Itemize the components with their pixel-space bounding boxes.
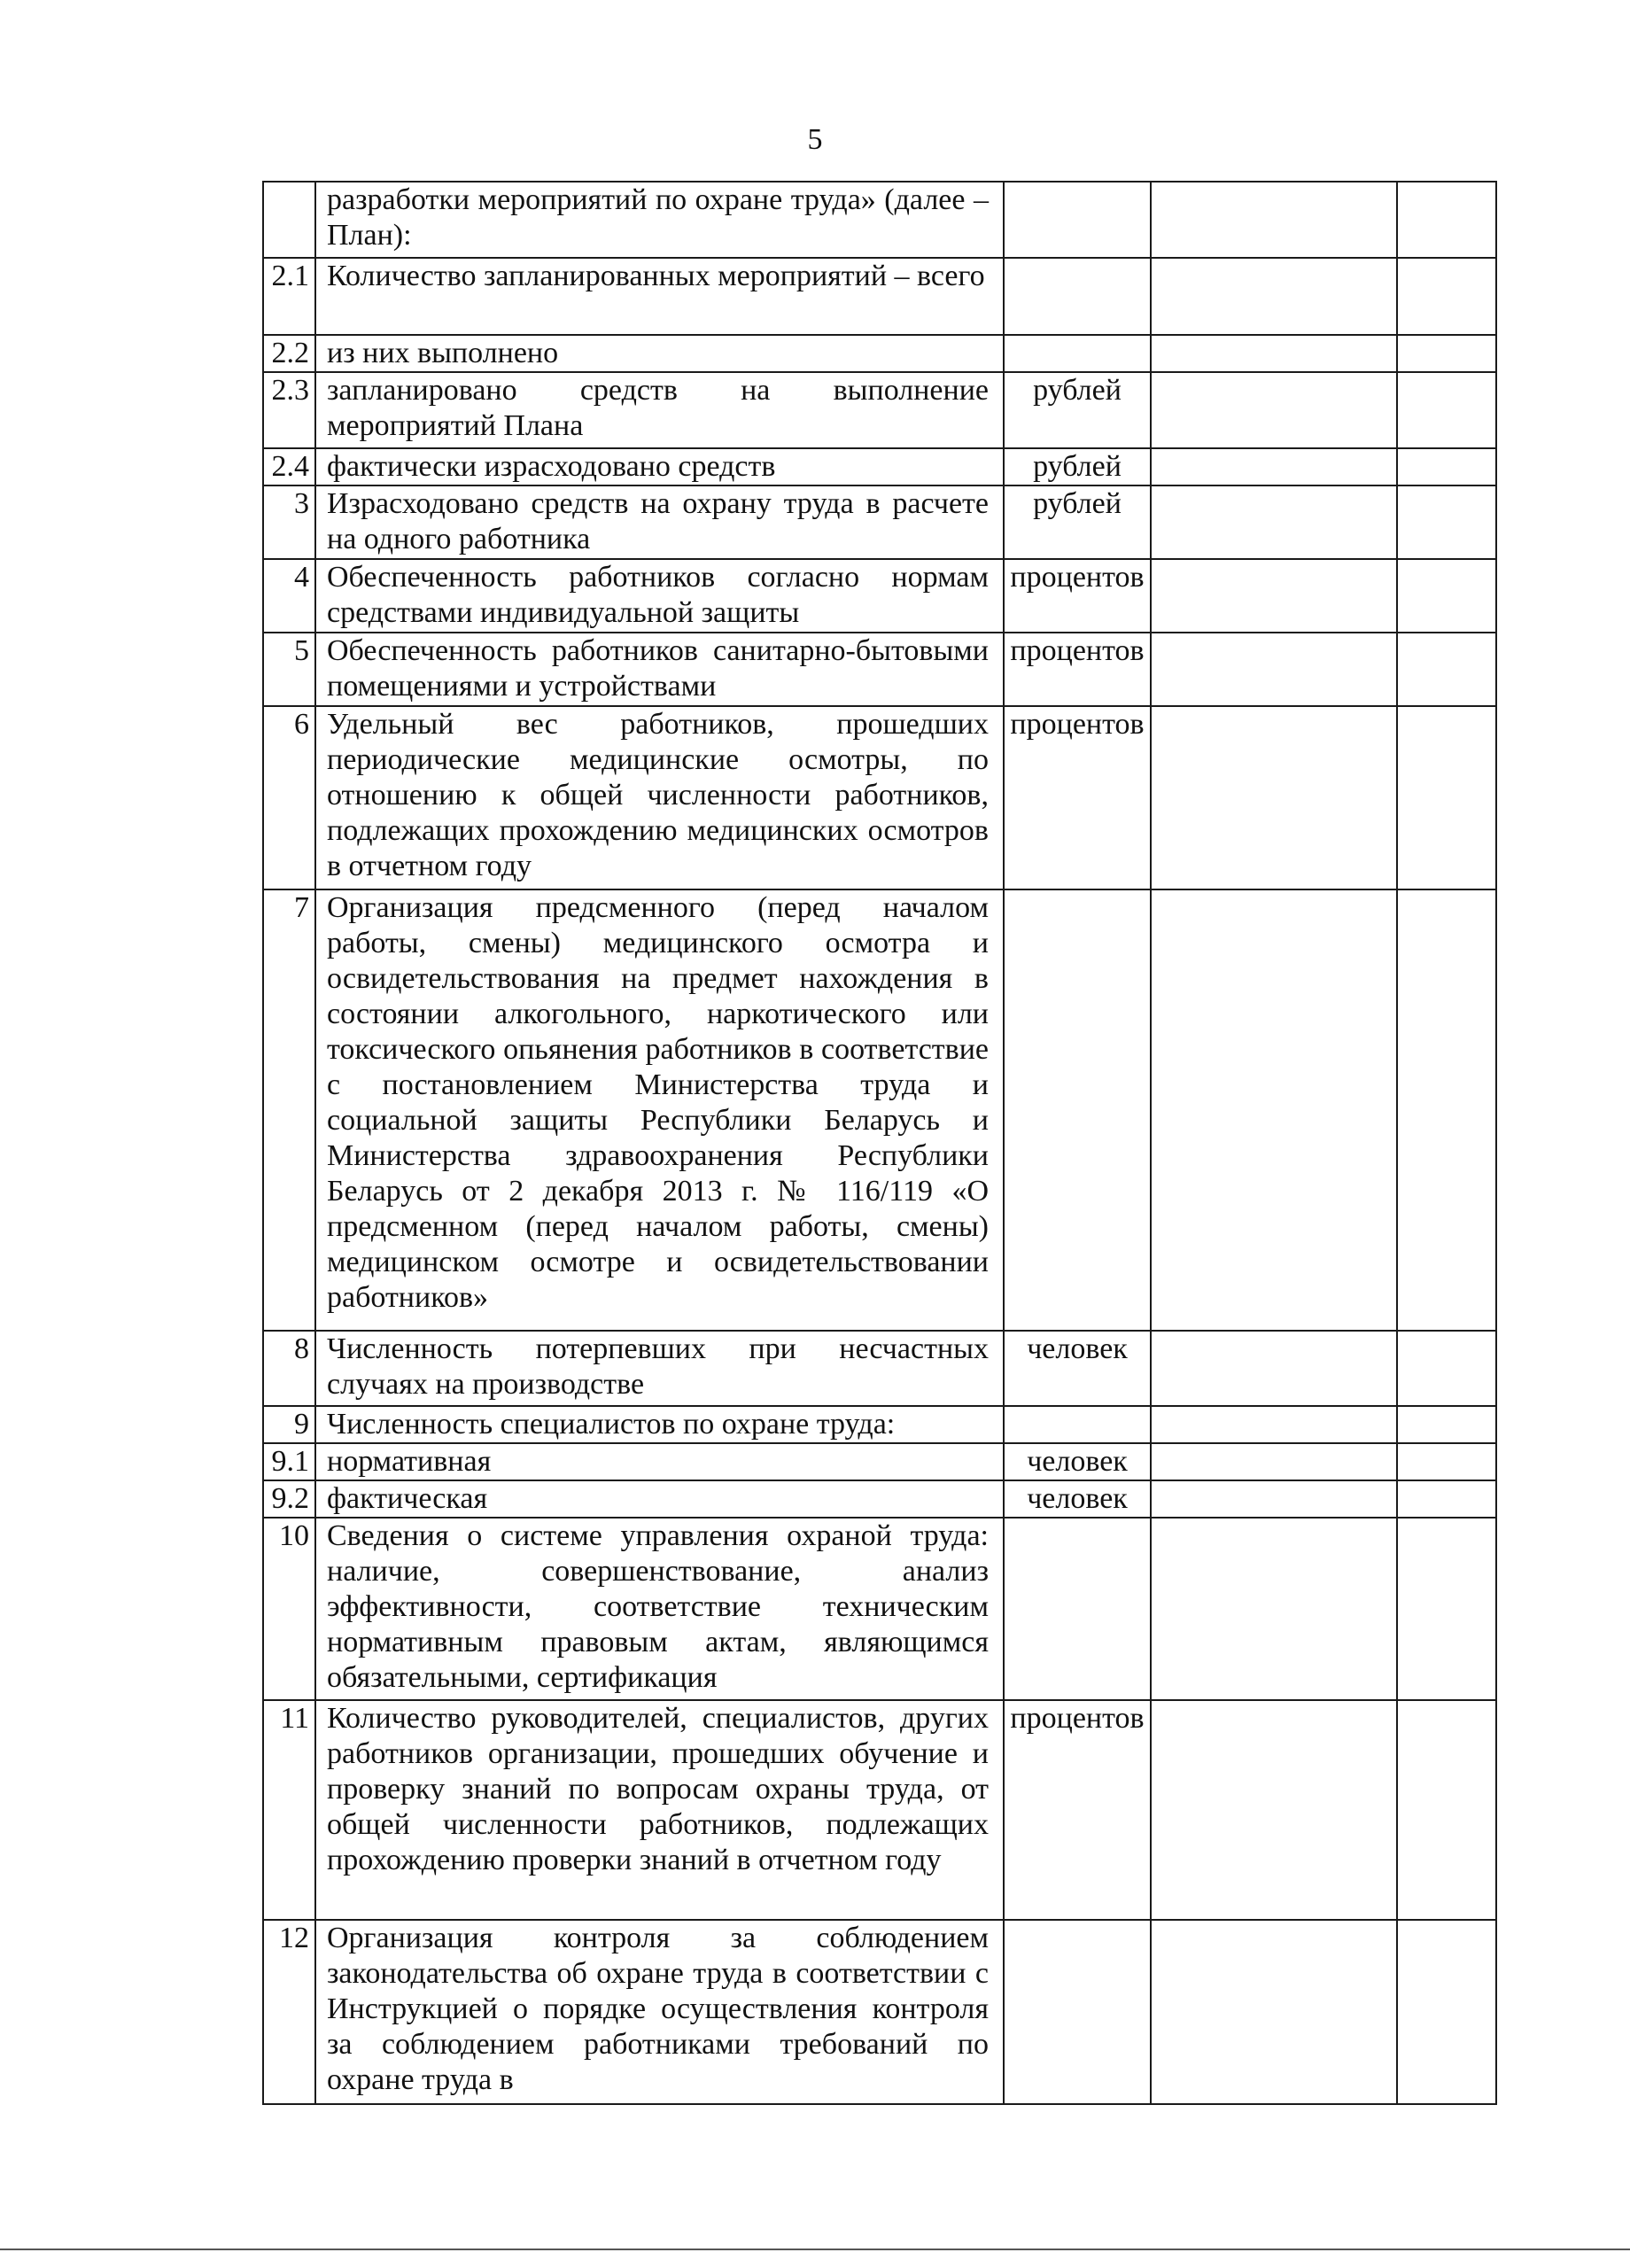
value-cell	[1151, 485, 1397, 559]
row-number: 10	[263, 1518, 315, 1700]
value-cell	[1397, 1920, 1496, 2104]
value-cell	[1151, 1331, 1397, 1406]
row-number: 7	[263, 889, 315, 1331]
row-description: разработки мероприятий по охране труда» (далее – План):	[315, 182, 1004, 258]
row-unit	[1004, 335, 1151, 372]
table-row	[263, 1406, 1496, 1443]
value-cell	[1151, 559, 1397, 633]
value-cell	[1397, 1406, 1496, 1443]
row-number: 4	[263, 559, 315, 633]
value-cell	[1151, 1920, 1397, 2104]
row-unit	[1004, 258, 1151, 335]
row-unit	[1004, 1406, 1151, 1443]
value-cell	[1397, 1700, 1496, 1920]
row-number: 9.2	[263, 1480, 315, 1518]
row-unit: человек	[1004, 1480, 1151, 1518]
value-cell	[1151, 1406, 1397, 1443]
table-row	[263, 706, 1496, 889]
value-cell	[1397, 559, 1496, 633]
table-row	[263, 1920, 1496, 2104]
row-unit: рублей	[1004, 485, 1151, 559]
row-unit: человек	[1004, 1331, 1151, 1406]
row-unit: рублей	[1004, 372, 1151, 448]
value-cell	[1397, 889, 1496, 1331]
value-cell	[1151, 1518, 1397, 1700]
value-cell	[1151, 335, 1397, 372]
row-unit: процентов	[1004, 1700, 1151, 1920]
table-row	[263, 1331, 1496, 1406]
table-row	[263, 559, 1496, 633]
table-row	[263, 182, 1496, 258]
value-cell	[1397, 182, 1496, 258]
value-cell	[1151, 372, 1397, 448]
row-description: Количество руководителей, специалистов, других работников организации, прошедших обучение и проверку знаний по вопросам охраны труда, от общей численности работников, подлежащих прохождению проверки знаний в отчетном году	[315, 1700, 1004, 1920]
value-cell	[1397, 1331, 1496, 1406]
row-number: 11	[263, 1700, 315, 1920]
row-unit: процентов	[1004, 559, 1151, 633]
row-description: из них выполнено	[315, 335, 1004, 372]
row-number: 5	[263, 633, 315, 706]
scan-edge-line	[0, 2249, 1630, 2250]
value-cell	[1397, 372, 1496, 448]
table-row	[263, 889, 1496, 1331]
page-number: 5	[807, 123, 823, 156]
table-row	[263, 1443, 1496, 1480]
row-unit	[1004, 1920, 1151, 2104]
row-unit: человек	[1004, 1443, 1151, 1480]
row-number: 9.1	[263, 1443, 315, 1480]
row-description: фактическая	[315, 1480, 1004, 1518]
row-number: 6	[263, 706, 315, 889]
table-row	[263, 335, 1496, 372]
row-unit	[1004, 1518, 1151, 1700]
row-unit: рублей	[1004, 448, 1151, 485]
table-row	[263, 1518, 1496, 1700]
value-cell	[1151, 1443, 1397, 1480]
row-number: 12	[263, 1920, 315, 2104]
table-row	[263, 1700, 1496, 1920]
table-row	[263, 448, 1496, 485]
value-cell	[1151, 182, 1397, 258]
table-row	[263, 633, 1496, 706]
row-description: Численность потерпевших при несчастных случаях на производстве	[315, 1331, 1004, 1406]
row-description: Израсходовано средств на охрану труда в расчете на одного работника	[315, 485, 1004, 559]
row-description: Организация контроля за соблюдением законодательства об охране труда в соответствии с Инструкцией о порядке осуществления контроля за соблюдением работниками требований по охране труда в	[315, 1920, 1004, 2104]
value-cell	[1397, 633, 1496, 706]
row-description: Численность специалистов по охране труда:	[315, 1406, 1004, 1443]
value-cell	[1151, 889, 1397, 1331]
row-description: Сведения о системе управления охраной труда: наличие, совершенствование, анализ эффективности, соответствие техническим нормативным правовым актам, являющимся обязательными, сертификация	[315, 1518, 1004, 1700]
row-description: нормативная	[315, 1443, 1004, 1480]
value-cell	[1151, 258, 1397, 335]
row-description: запланировано средств на выполнение мероприятий Плана	[315, 372, 1004, 448]
value-cell	[1397, 258, 1496, 335]
row-number	[263, 182, 315, 258]
value-cell	[1397, 1518, 1496, 1700]
row-unit	[1004, 889, 1151, 1331]
row-number: 2.3	[263, 372, 315, 448]
value-cell	[1397, 1480, 1496, 1518]
value-cell	[1397, 485, 1496, 559]
row-number: 2.2	[263, 335, 315, 372]
value-cell	[1397, 706, 1496, 889]
row-number: 8	[263, 1331, 315, 1406]
indicators-table	[262, 181, 1497, 2105]
row-unit: процентов	[1004, 633, 1151, 706]
value-cell	[1151, 448, 1397, 485]
table-row	[263, 258, 1496, 335]
table-row	[263, 485, 1496, 559]
row-unit: процентов	[1004, 706, 1151, 889]
value-cell	[1151, 706, 1397, 889]
value-cell	[1151, 1480, 1397, 1518]
row-number: 9	[263, 1406, 315, 1443]
row-unit	[1004, 182, 1151, 258]
row-description: Обеспеченность работников согласно нормам средствами индивидуальной защиты	[315, 559, 1004, 633]
value-cell	[1397, 448, 1496, 485]
value-cell	[1397, 335, 1496, 372]
row-description: Организация предсменного (перед началом работы, смены) медицинского осмотра и освидетельствования на предмет нахождения в состоянии алкогольного, наркотического или токсического опьянения работников в соответствие с постановлением Министерства труда и социальной защиты Республики Беларусь и Министерства здравоохранения Республики Беларусь от 2 декабря 2013 г. № 116/119 «О предсменном (перед началом работы, смены) медицинском осмотре и освидетельствовании работников»	[315, 889, 1004, 1331]
value-cell	[1151, 633, 1397, 706]
row-description: фактически израсходовано средств	[315, 448, 1004, 485]
value-cell	[1151, 1700, 1397, 1920]
row-description: Обеспеченность работников санитарно-бытовыми помещениями и устройствами	[315, 633, 1004, 706]
row-description: Удельный вес работников, прошедших периодические медицинские осмотры, по отношению к общей численности работников, подлежащих прохождению медицинских осмотров в отчетном году	[315, 706, 1004, 889]
row-number: 3	[263, 485, 315, 559]
row-number: 2.1	[263, 258, 315, 335]
row-number: 2.4	[263, 448, 315, 485]
value-cell	[1397, 1443, 1496, 1480]
row-description: Количество запланированных мероприятий – всего	[315, 258, 1004, 335]
table-row	[263, 1480, 1496, 1518]
table-row	[263, 372, 1496, 448]
